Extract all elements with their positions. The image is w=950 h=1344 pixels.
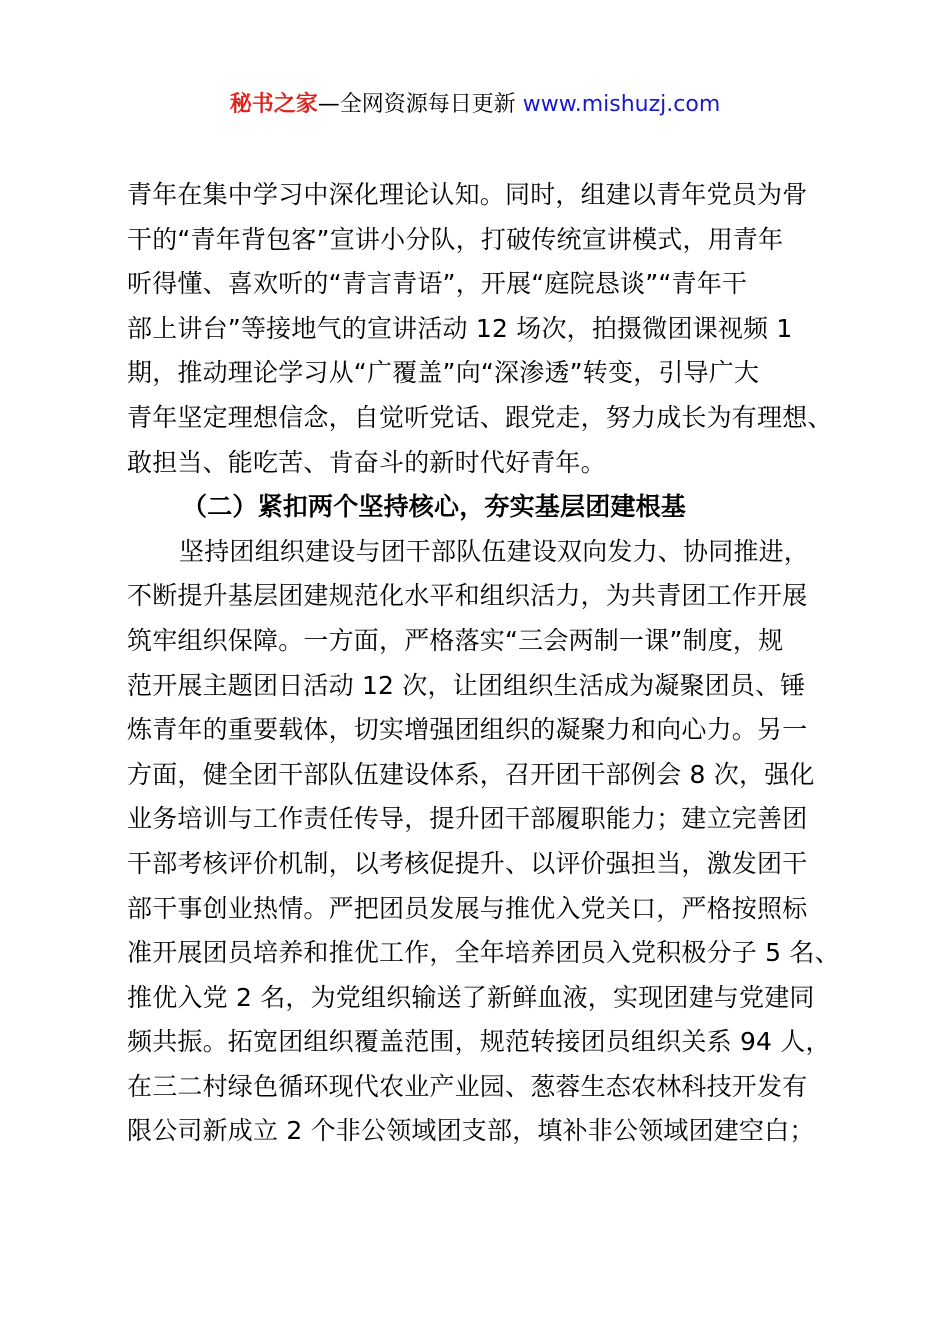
body-line: 频共振。拓宽团组织覆盖范围，规范转接团员组织关系 94 人， [127, 1027, 831, 1057]
body-line: 听得懂、喜欢听的“青言青语”，开展“庭院恳谈”“青年干 [127, 269, 748, 299]
body-line: 干的“青年背包客”宣讲小分队，打破传统宣讲模式，用青年 [127, 224, 784, 254]
header-url[interactable]: www.mishuzj.com [522, 92, 721, 117]
body-line: 范开展主题团日活动 12 次，让团组织生活成为凝聚团员、锤 [127, 670, 806, 700]
body-line: 不断提升基层团建规范化水平和组织活力，为共青团工作开展 [127, 581, 808, 611]
body-line: 准开展团员培养和推优工作，全年培养团员入党积极分子 5 名、 [127, 938, 840, 968]
body-line: 青年坚定理想信念，自觉听党话、跟党走，努力成长为有理想、 [127, 402, 833, 432]
body-line: 干部考核评价机制，以考核促提升、以评价强担当，激发团干 [127, 848, 808, 878]
body-line: 在三二村绿色循环现代农业产业园、葱蓉生态农林科技开发有 [127, 1071, 808, 1101]
body-line: 限公司新成立 2 个非公领域团支部，填补非公领域团建空白； [127, 1116, 815, 1146]
body-line: 筑牢组织保障。一方面，严格落实“三会两制一课”制度，规 [127, 625, 784, 655]
document-body [127, 173, 857, 1154]
header-tagline: —全网资源每日更新 [317, 92, 523, 117]
body-line: 业务培训与工作责任传导，提升团干部履职能力；建立完善团 [127, 804, 808, 834]
body-line: 方面，健全团干部队伍建设体系，召开团干部例会 8 次，强化 [127, 759, 815, 789]
brand-name: 秘书之家 [229, 92, 318, 117]
body-line: 青年在集中学习中深化理论认知。同时，组建以青年党员为骨 [127, 180, 808, 209]
body-line: 坚持团组织建设与团干部队伍建设双向发力、协同推进， [179, 536, 810, 566]
body-line: 部上讲台”等接地气的宣讲活动 12 场次，拍摄微团课视频 1 [127, 313, 793, 343]
body-line: 敢担当、能吃苦、肯奋斗的新时代好青年。 [127, 447, 606, 477]
body-line: 炼青年的重要载体，切实增强团组织的凝聚力和向心力。另一 [127, 715, 808, 745]
body-line: 推优入党 2 名，为党组织输送了新鲜血液，实现团建与党建同 [127, 982, 815, 1012]
page-header [0, 88, 950, 122]
body-line: 期，推动理论学习从“广覆盖”向“深渗透”转变，引导广大 [127, 358, 760, 388]
section-heading: （二）紧扣两个坚持核心，夯实基层团建根基 [182, 492, 687, 522]
body-line: 部干事创业热情。严把团员发展与推优入党关口，严格按照标 [127, 893, 808, 923]
